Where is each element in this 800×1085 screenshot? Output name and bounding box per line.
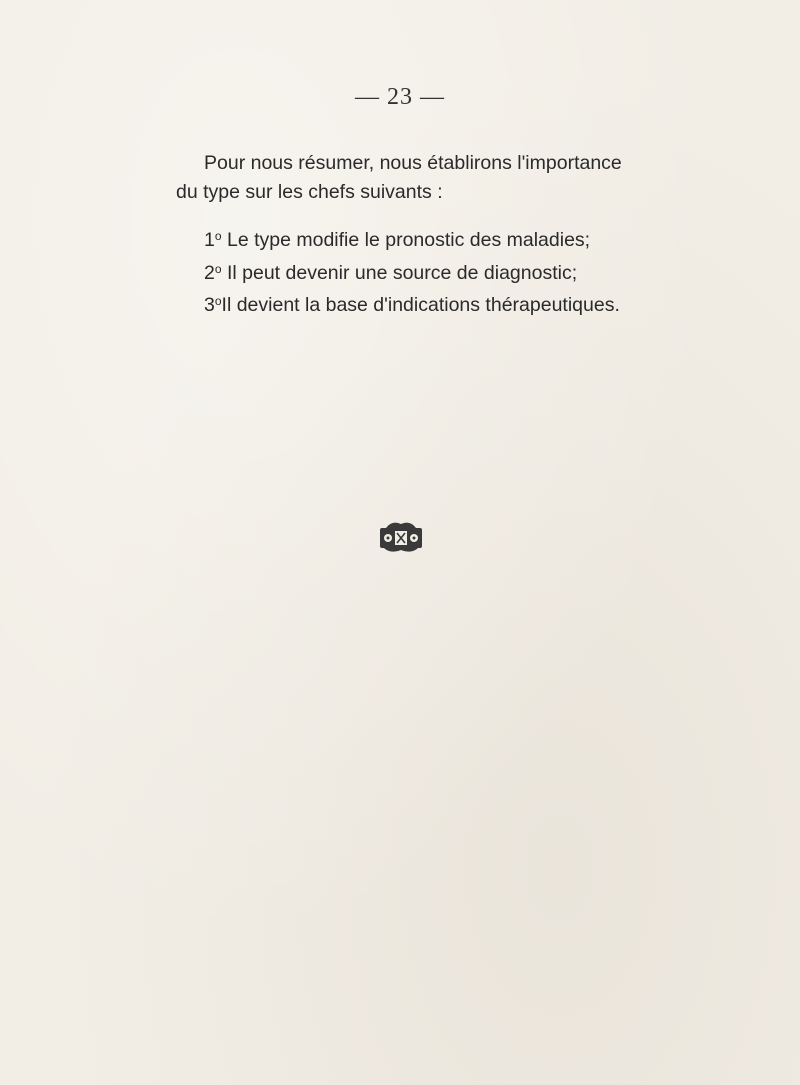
item-text: Le type modifie le pronostic des maladies; <box>226 229 591 251</box>
item-number: 3 <box>204 294 215 316</box>
printers-ornament-icon <box>378 520 424 554</box>
item-number: 2 <box>204 262 215 284</box>
ordinal-mark: o <box>214 262 222 276</box>
item-text: Il devient la base d'indications thérapeutiques. <box>221 294 620 316</box>
item-number: 1 <box>204 229 215 251</box>
list-item <box>204 229 590 252</box>
ordinal-mark: o <box>214 294 222 308</box>
item-text: Il peut devenir une source de diagnostic; <box>226 262 578 284</box>
page-number: — 23 — <box>355 84 445 110</box>
ordinal-mark: o <box>214 229 222 243</box>
summary-line-1: Pour nous résumer, nous établirons l'importance <box>204 152 622 174</box>
list-item <box>204 262 577 285</box>
list-item <box>204 294 620 317</box>
summary-line-2: du type sur les chefs suivants : <box>176 181 443 203</box>
